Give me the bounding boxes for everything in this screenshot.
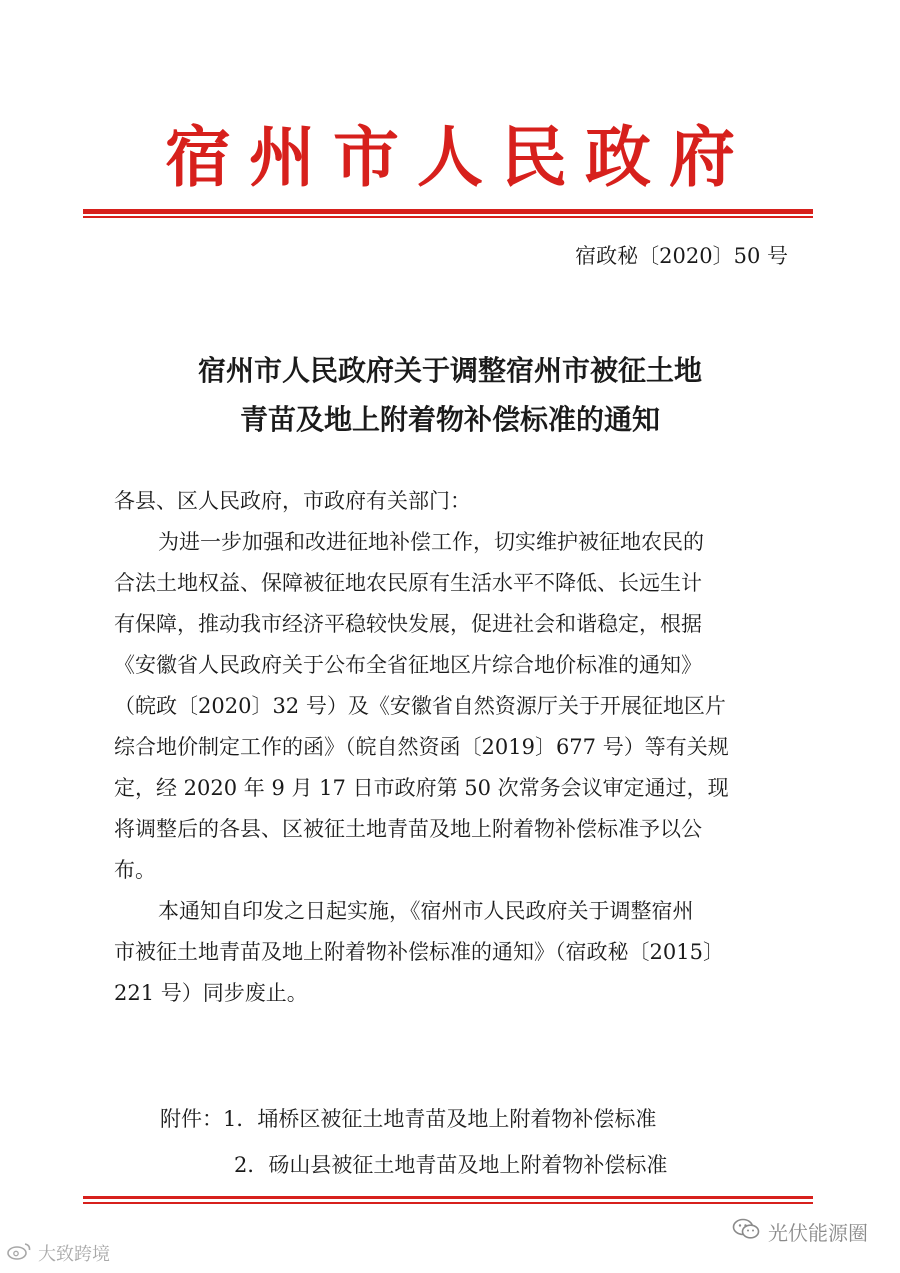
paragraph-line: （皖政〔2020〕32 号）及《安徽省自然资源厅关于开展征地区片 [114,694,726,718]
masthead-title: 宿州市人民政府 [165,119,753,196]
watermark-platform [6,1240,110,1266]
paragraph-line: 合法土地权益、保障被征地农民原有生活水平不降低、长远生计 [114,571,702,595]
paragraph-line: 为进一步加强和改进征地补偿工作，切实维护被征地农民的 [158,530,704,554]
weibo-icon [6,1241,32,1266]
salutation: 各县、区人民政府，市政府有关部门： [114,489,471,513]
paragraph-line: 定，经 2020 年 9 月 17 日市政府第 50 次常务会议审定通过，现 [114,776,729,800]
document-number: 宿政秘〔2020〕50 号 [575,244,788,268]
watermark-source-label: 光伏能源圈 [768,1221,868,1245]
red-rule-bottom-thin [83,1202,813,1204]
document-body [114,481,794,1014]
paragraph-line: 将调整后的各县、区被征土地青苗及地上附着物补偿标准予以公 [114,817,702,841]
paragraph-line: 221 号）同步废止。 [114,981,308,1005]
red-rule-top-thick [83,209,813,214]
red-rule-bottom-thick [83,1196,813,1199]
paragraph-line: 本通知自印发之日起实施，《宿州市人民政府关于调整宿州 [158,899,694,923]
title-line-2: 青苗及地上附着物补偿标准的通知 [239,403,660,436]
watermark-platform-label: 大致跨境 [38,1244,110,1265]
title-line-1: 宿州市人民政府关于调整宿州市被征土地 [197,354,702,387]
attachment-item-1: 附件：1．埇桥区被征土地青苗及地上附着物补偿标准 [160,1107,657,1131]
paragraph-line: 《安徽省人民政府关于公布全省征地区片综合地价标准的通知》 [114,653,702,677]
paragraph-line: 有保障，推动我市经济平稳较快发展，促进社会和谐稳定，根据 [114,612,702,636]
attachment-list [160,1096,667,1188]
attachment-item-2: 2．砀山县被征土地青苗及地上附着物补偿标准 [234,1153,668,1177]
watermark-source [732,1217,868,1246]
paragraph-line: 布。 [114,858,156,882]
paragraph-line: 综合地价制定工作的函》（皖自然资函〔2019〕677 号）等有关规 [114,735,729,759]
red-rule-top-thin [83,216,813,218]
document-title [0,346,900,444]
paragraph-line: 市被征土地青苗及地上附着物补偿标准的通知》（宿政秘〔2015〕 [114,940,724,964]
wechat-icon [732,1218,760,1245]
